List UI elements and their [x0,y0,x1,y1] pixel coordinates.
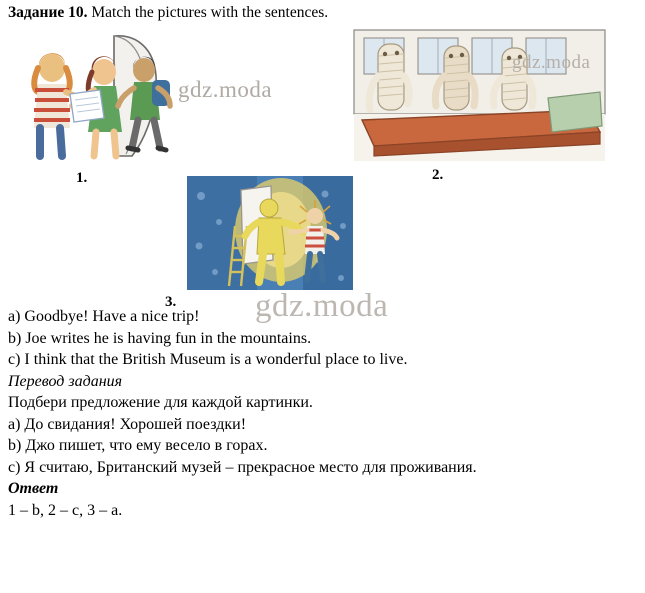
answer-text: 1 – b, 2 – c, 3 – a. [8,501,123,519]
answer-heading: Ответ [8,480,59,497]
illustration-area [0,22,645,310]
sentence-c: c) I think that the British Museum is a wonderful place to live. [8,351,408,368]
task-number: Задание 10. [8,4,88,21]
translation-c: c) Я считаю, Британский музей – прекрасное место для проживания. [8,458,477,476]
translation-intro: Подбери предложение для каждой картинки. [8,394,313,411]
sentence-a: a) Goodbye! Have a nice trip! [8,308,200,325]
picture-mountain-climbers [185,174,355,292]
watermark-3: gdz.moda [255,288,389,324]
translation-a: a) До свидания! Хорошей поездки! [8,415,247,433]
figure-2-caption: 2. [432,167,444,183]
watermark-1: gdz.moda [178,77,273,102]
translation-heading: Перевод задания [8,372,123,390]
translation-b: b) Джо пишет, что ему весело в горах. [8,437,268,454]
picture-museum-mummies [352,28,607,163]
sentence-b: b) Joe writes he is having fun in the mountains. [8,329,312,347]
task-instruction: Match the pictures with the sentences. [87,4,329,21]
figure-3-caption: 3. [165,294,177,310]
text-content [8,306,638,521]
watermark-2: gdz.moda [512,52,591,73]
picture-friends-goodbye [18,32,208,162]
figure-1-caption: 1. [76,170,88,186]
task-heading [8,4,328,22]
